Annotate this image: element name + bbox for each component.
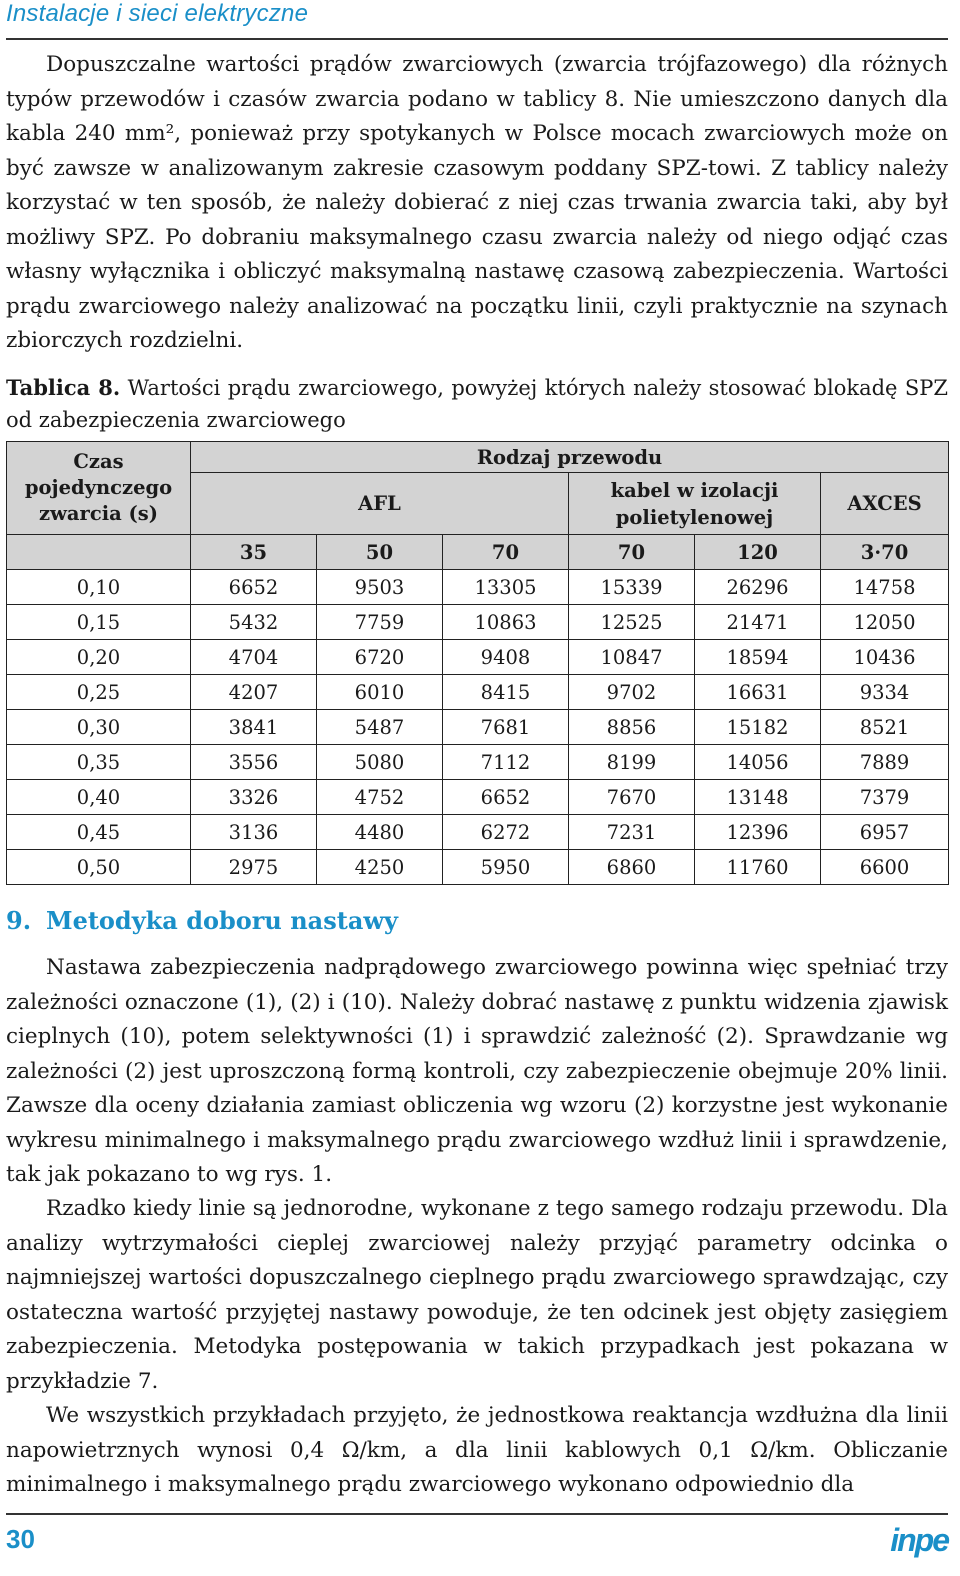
current-value-cell: 7379 — [821, 780, 949, 815]
current-value-cell: 15182 — [695, 710, 821, 745]
current-value-cell: 6010 — [317, 675, 443, 710]
current-value-cell: 7889 — [821, 745, 949, 780]
current-value-cell: 4704 — [191, 640, 317, 675]
current-value-cell: 4250 — [317, 850, 443, 885]
group-afl: AFL — [191, 473, 569, 535]
current-value-cell: 18594 — [695, 640, 821, 675]
current-value-cell: 14758 — [821, 570, 949, 605]
group-pe-cable: kabel w izolacji polietylenowej — [569, 473, 821, 535]
table-row — [7, 570, 949, 605]
current-value-cell: 10863 — [443, 605, 569, 640]
current-value-cell: 8856 — [569, 710, 695, 745]
table-caption-text: Wartości prądu zwarciowego, powyżej których należy stosować blokadę SPZ od zabezpieczenia zwarciowego — [6, 376, 948, 432]
current-value-cell: 11760 — [695, 850, 821, 885]
paragraph-intro: Dopuszczalne wartości prądów zwarciowych (zwarcia trójfazowego) dla różnych typów przewodów i czasów zwarcia podano w tablicy 8. Nie umieszczono danych dla kabla 240 mm², ponieważ przy spotykanych w Polsce mocach zwarciowych może on być zawsze w analizowanym zakresie czasowym poddany SPZ-towi. Z tablicy należy korzystać w ten sposób, że należy dobierać z niej czas trwania zwarcia taki, aby był możliwy SPZ. Po dobraniu maksymalnego czasu zwarcia należy od niego odjąć czas własny wyłącznika i obliczyć maksymalną nastawę czasową zabezpieczenia. Wartości prądu zwarciowego należy analizować na początku linii, czyli praktycznie na szynach zbiorczych rozdzielni. — [6, 52, 948, 353]
time-cell: 0,40 — [7, 780, 191, 815]
table-caption-label: Tablica 8. — [6, 375, 121, 400]
section-header: 50 — [317, 535, 443, 570]
table-caption — [6, 372, 948, 436]
current-value-cell: 16631 — [695, 675, 821, 710]
section-header-empty — [7, 535, 191, 570]
time-cell: 0,10 — [7, 570, 191, 605]
section-header: 120 — [695, 535, 821, 570]
paragraph-method: Nastawa zabezpieczenia nadprądowego zwarciowego powinna więc spełniać trzy zależności oznaczone (1), (2) i (10). Należy dobrać nastawę z punktu widzenia zjawisk cieplnych (10), potem selektywności (1) i sprawdzić zależność (2). Sprawdzanie wg zależności (2) jest uproszczoną formą kontroli, czy zabezpieczenie obejmuje 20% linii. Zawsze dla oceny działania zamiast obliczenia wg wzoru (2) korzystne jest wykonanie wykresu minimalnego i maksymalnego prądu zwarciowego wzdłuż linii i sprawdzenie, tak jak pokazano to wg rys. 1. — [6, 955, 948, 1187]
header-divider — [6, 38, 948, 40]
section-header: 70 — [443, 535, 569, 570]
current-value-cell: 3326 — [191, 780, 317, 815]
current-value-cell: 3136 — [191, 815, 317, 850]
page-number: 30 — [6, 1524, 35, 1554]
current-value-cell: 8199 — [569, 745, 695, 780]
table-row — [7, 605, 949, 640]
current-value-cell: 5432 — [191, 605, 317, 640]
table-row — [7, 780, 949, 815]
current-value-cell: 3841 — [191, 710, 317, 745]
current-value-cell: 7231 — [569, 815, 695, 850]
table-row — [7, 710, 949, 745]
time-cell: 0,25 — [7, 675, 191, 710]
table-row — [7, 640, 949, 675]
current-value-cell: 2975 — [191, 850, 317, 885]
current-value-cell: 6652 — [191, 570, 317, 605]
current-value-cell: 5487 — [317, 710, 443, 745]
section-header: 3·70 — [821, 535, 949, 570]
time-cell: 0,30 — [7, 710, 191, 745]
running-header: Instalacje i sieci elektryczne — [6, 0, 309, 27]
current-value-cell: 5950 — [443, 850, 569, 885]
current-value-cell: 21471 — [695, 605, 821, 640]
current-value-cell: 7670 — [569, 780, 695, 815]
table-row — [7, 850, 949, 885]
current-value-cell: 13148 — [695, 780, 821, 815]
current-value-cell: 7112 — [443, 745, 569, 780]
table-row — [7, 675, 949, 710]
current-value-cell: 6652 — [443, 780, 569, 815]
current-value-cell: 4480 — [317, 815, 443, 850]
current-value-cell: 5080 — [317, 745, 443, 780]
current-value-cell: 8521 — [821, 710, 949, 745]
current-value-cell: 6272 — [443, 815, 569, 850]
current-value-cell: 10847 — [569, 640, 695, 675]
paragraph-reactance: We wszystkich przykładach przyjęto, że jednostkowa reaktancja wzdłużna dla linii napowietrznych wynosi 0,4 Ω/km, a dla linii kablowych 0,1 Ω/km. Obliczanie minimalnego i maksymalnego prądu zwarciowego wykonano odpowiednio dla — [6, 1403, 948, 1497]
current-value-cell: 6720 — [317, 640, 443, 675]
table-row — [7, 815, 949, 850]
current-value-cell: 9503 — [317, 570, 443, 605]
time-cell: 0,50 — [7, 850, 191, 885]
current-value-cell: 12396 — [695, 815, 821, 850]
current-value-cell: 9334 — [821, 675, 949, 710]
current-value-cell: 4752 — [317, 780, 443, 815]
time-cell: 0,45 — [7, 815, 191, 850]
current-value-cell: 12525 — [569, 605, 695, 640]
current-value-cell: 12050 — [821, 605, 949, 640]
paragraph-nonuniform-lines: Rzadko kiedy linie są jednorodne, wykonane z tego samego rodzaju przewodu. Dla analizy wytrzymałości cieplej zwarciowej należy przyjąć parametry odcinka o najmniejszej wartości dopuszczalnego cieplnego prądu zwarciowego sprawdzając, czy ostateczna wartość przyjętej nastawy powoduje, że ten odcinek jest objęty zasięgiem zabezpieczenia. Metodyka postępowania w takich przypadkach jest pokazana w przykładzie 7. — [6, 1196, 948, 1394]
section-number: 9. — [6, 906, 32, 935]
current-value-cell: 7681 — [443, 710, 569, 745]
row-header-cell: Czas pojedynczego zwarcia (s) — [7, 442, 191, 535]
current-value-cell: 10436 — [821, 640, 949, 675]
current-value-cell: 4207 — [191, 675, 317, 710]
section-title: Metodyka doboru nastawy — [46, 906, 398, 935]
table-row — [7, 745, 949, 780]
current-value-cell: 6860 — [569, 850, 695, 885]
section-header: 35 — [191, 535, 317, 570]
group-axces: AXCES — [821, 473, 949, 535]
group-header-cell: Rodzaj przewodu — [191, 442, 949, 473]
time-cell: 0,15 — [7, 605, 191, 640]
current-value-cell: 6957 — [821, 815, 949, 850]
current-value-cell: 9408 — [443, 640, 569, 675]
section-header: 70 — [569, 535, 695, 570]
current-value-cell: 6600 — [821, 850, 949, 885]
current-value-cell: 14056 — [695, 745, 821, 780]
section-heading — [6, 906, 398, 935]
time-cell: 0,20 — [7, 640, 191, 675]
short-circuit-table — [6, 441, 949, 885]
current-value-cell: 9702 — [569, 675, 695, 710]
current-value-cell: 15339 — [569, 570, 695, 605]
publisher-logo: inpe — [890, 1522, 948, 1558]
current-value-cell: 8415 — [443, 675, 569, 710]
current-value-cell: 7759 — [317, 605, 443, 640]
current-value-cell: 13305 — [443, 570, 569, 605]
current-value-cell: 3556 — [191, 745, 317, 780]
footer-divider — [6, 1513, 948, 1515]
current-value-cell: 26296 — [695, 570, 821, 605]
time-cell: 0,35 — [7, 745, 191, 780]
